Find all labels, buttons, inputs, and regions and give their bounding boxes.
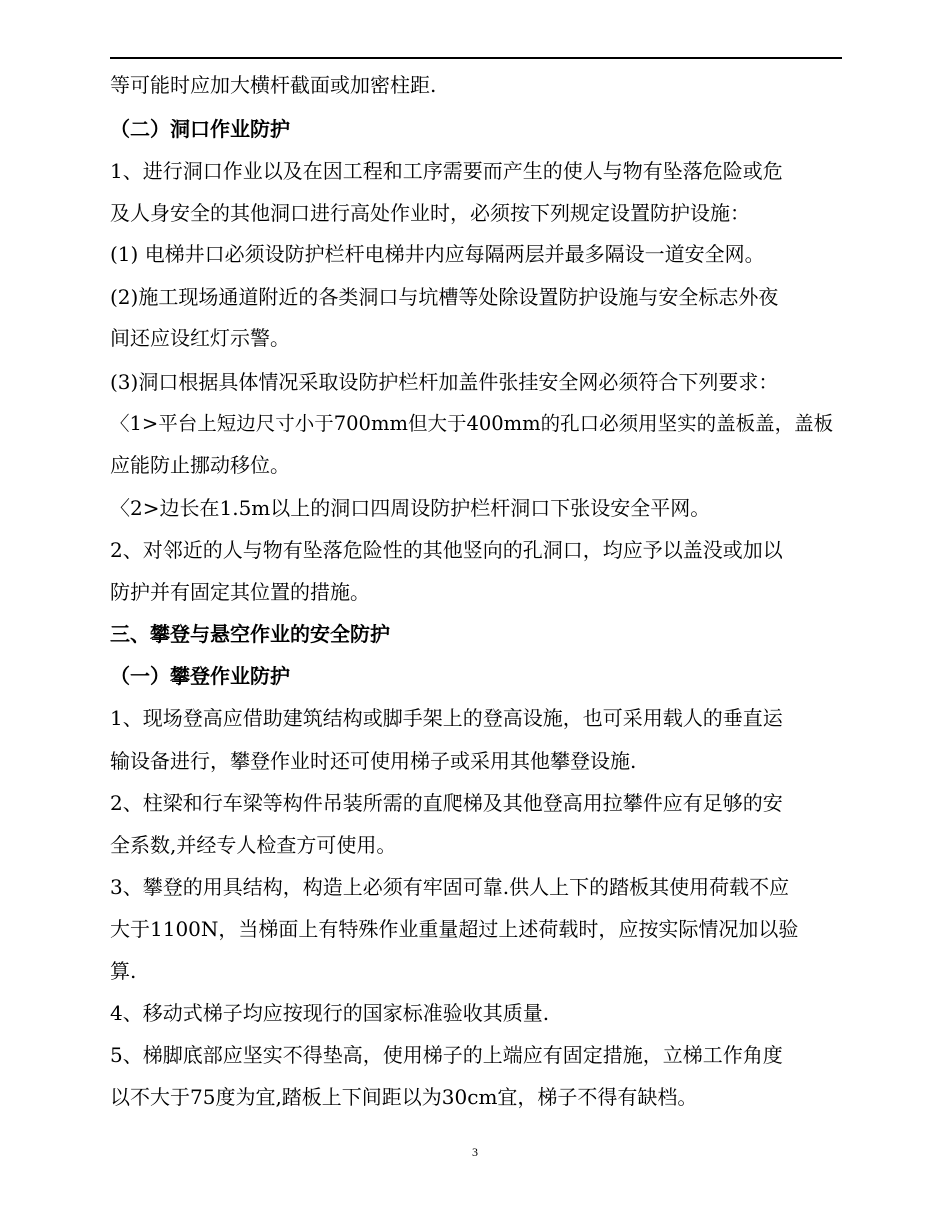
- text-line: 4、移动式梯子均应按现行的国家标准验收其质量.: [110, 1001, 550, 1025]
- text-line: 算.: [110, 959, 137, 983]
- text-line: 等可能时应加大横杆截面或加密柱距.: [110, 73, 437, 97]
- text-line: 2、柱梁和行车梁等构件吊装所需的直爬梯及其他登高用拉攀件应有足够的安: [110, 791, 783, 815]
- text-line: 〈1>平台上短边尺寸小于700mm但大于400mm的孔口必须用坚实的盖板盖，盖板: [110, 412, 834, 435]
- text-line: 应能防止挪动移位。: [110, 453, 290, 477]
- text-line: (3)洞口根据具体情况采取设防护栏杆加盖件张挂安全网必须符合下列要求：: [110, 370, 779, 394]
- text-line: 1、现场登高应借助建筑结构或脚手架上的登高设施，也可采用载人的垂直运: [110, 706, 783, 730]
- text-line: 3、攀登的用具结构，构造上必须有牢固可靠.供人上下的踏板其使用荷载不应: [110, 875, 790, 899]
- text-line: 全系数,并经专人检查方可使用。: [110, 833, 397, 857]
- subsection-heading: （二）洞口作业防护: [110, 117, 290, 141]
- text-line: 防护并有固定其位置的措施。: [110, 580, 370, 604]
- section-heading: 三、攀登与悬空作业的安全防护: [110, 622, 390, 646]
- text-line: 输设备进行，攀登作业时还可使用梯子或采用其他攀登设施.: [110, 749, 637, 773]
- subsection-heading: （一）攀登作业防护: [110, 664, 290, 688]
- text-line: 以不大于75度为宜,踏板上下间距以为30cm宜，梯子不得有缺档。: [110, 1085, 698, 1109]
- text-line: 〈2>边长在1.5m以上的洞口四周设防护栏杆洞口下张设安全平网。: [110, 496, 711, 520]
- text-line: 1、进行洞口作业以及在因工程和工序需要而产生的使人与物有坠落危险或危: [110, 159, 783, 183]
- text-line: 间还应设红灯示警。: [110, 326, 290, 350]
- text-line: 及人身安全的其他洞口进行高处作业时，必须按下列规定设置防护设施：: [110, 201, 750, 225]
- text-line: 2、对邻近的人与物有坠落危险性的其他竖向的孔洞口，均应予以盖没或加以: [110, 538, 783, 562]
- text-line: 5、梯脚底部应坚实不得垫高，使用梯子的上端应有固定措施，立梯工作角度: [110, 1043, 783, 1067]
- text-line: (2)施工现场通道附近的各类洞口与坑槽等处除设置防护设施与安全标志外夜: [110, 285, 779, 309]
- header-rule: [110, 57, 842, 59]
- text-line: (1) 电梯井口必须设防护栏杆电梯井内应每隔两层并最多隔设一道安全网。: [110, 242, 765, 266]
- page-number: 3: [472, 1145, 478, 1159]
- text-line: 大于1100N，当梯面上有特殊作业重量超过上述荷载时，应按实际情况加以验: [110, 917, 799, 941]
